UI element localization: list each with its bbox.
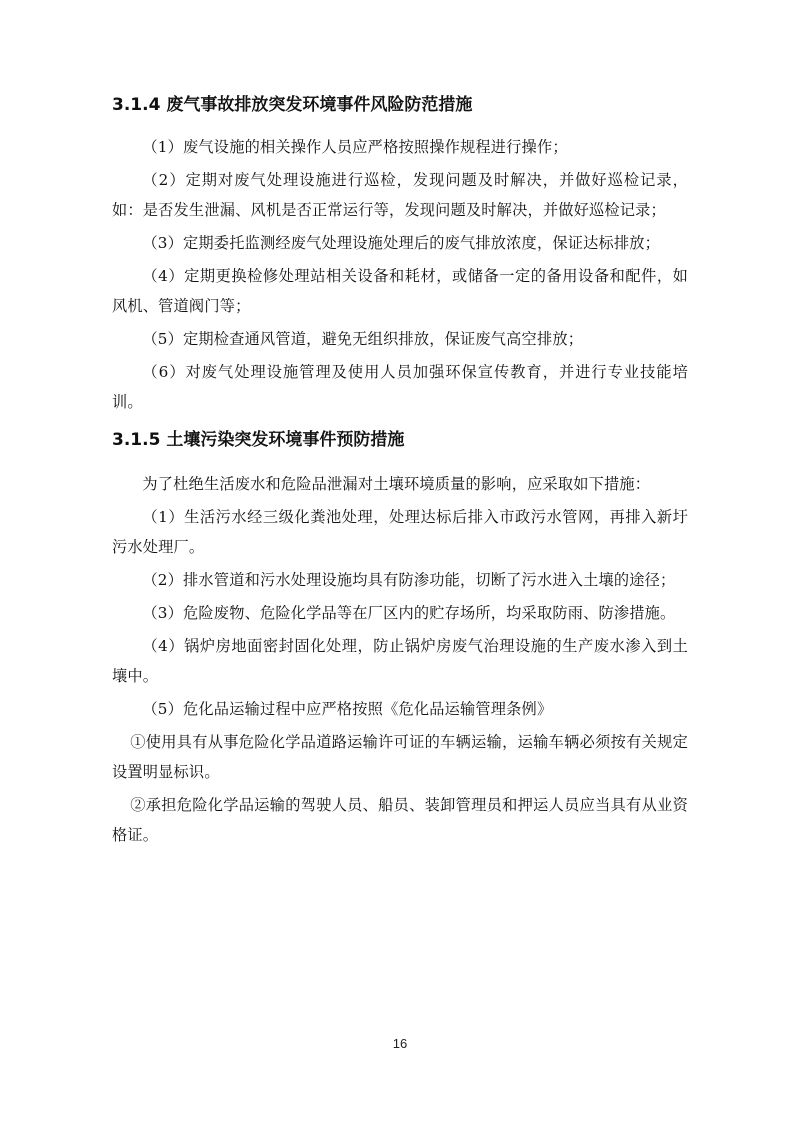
sub-paragraph-item: ②承担危险化学品运输的驾驶人员、船员、装卸管理员和押运人员应当具有从业资格证。	[112, 796, 688, 844]
paragraph-item: （3）定期委托监测经废气处理设施处理后的废气排放浓度，保证达标排放；	[142, 234, 661, 252]
paragraph-item: （6）对废气处理设施管理及使用人员加强环保宣传教育，并进行专业技能培训。	[112, 363, 688, 411]
section-heading-3-1-5: 3.1.5 土壤污染突发环境事件预防措施	[112, 430, 405, 450]
paragraph-item: （4）定期更换检修处理站相关设备和耗材，或储备一定的备用设备和配件，如风机、管道阀门等；	[112, 267, 688, 315]
intro-paragraph: 为了杜绝生活废水和危险品泄漏对土壤环境质量的影响，应采取如下措施：	[142, 475, 651, 493]
paragraph-item: （5）定期检查通风管道，避免无组织排放，保证废气高空排放；	[142, 330, 584, 348]
page-number: 16	[392, 1036, 408, 1051]
paragraph-item: （1）废气设施的相关操作人员应严格按照操作规程进行操作；	[142, 138, 568, 156]
document-page	[112, 92, 688, 853]
paragraph-item: （3）危险废物、危险化学品等在厂区内的贮存场所，均采取防雨、防渗措施。	[142, 604, 676, 622]
sub-paragraph-item: ①使用具有从事危险化学品道路运输许可证的车辆运输，运输车辆必须按有关规定设置明显标识。	[112, 733, 688, 781]
paragraph-item: （1）生活污水经三级化粪池处理，处理达标后排入市政污水管网，再排入新圩污水处理厂。	[112, 508, 688, 556]
paragraph-item: （5）危化品运输过程中应严格按照《危化品运输管理条例》	[142, 700, 553, 718]
paragraph-item: （2）定期对废气处理设施进行巡检，发现问题及时解决，并做好巡检记录，如：是否发生泄漏、风机是否正常运行等，发现问题及时解决，并做好巡检记录；	[112, 171, 688, 219]
paragraph-item: （2）排水管道和污水处理设施均具有防渗功能，切断了污水进入土壤的途径；	[142, 571, 676, 589]
section-heading-3-1-4: 3.1.4 废气事故排放突发环境事件风险防范措施	[112, 95, 473, 115]
paragraph-item: （4）锅炉房地面密封固化处理，防止锅炉房废气治理设施的生产废水渗入到土壤中。	[112, 637, 688, 685]
